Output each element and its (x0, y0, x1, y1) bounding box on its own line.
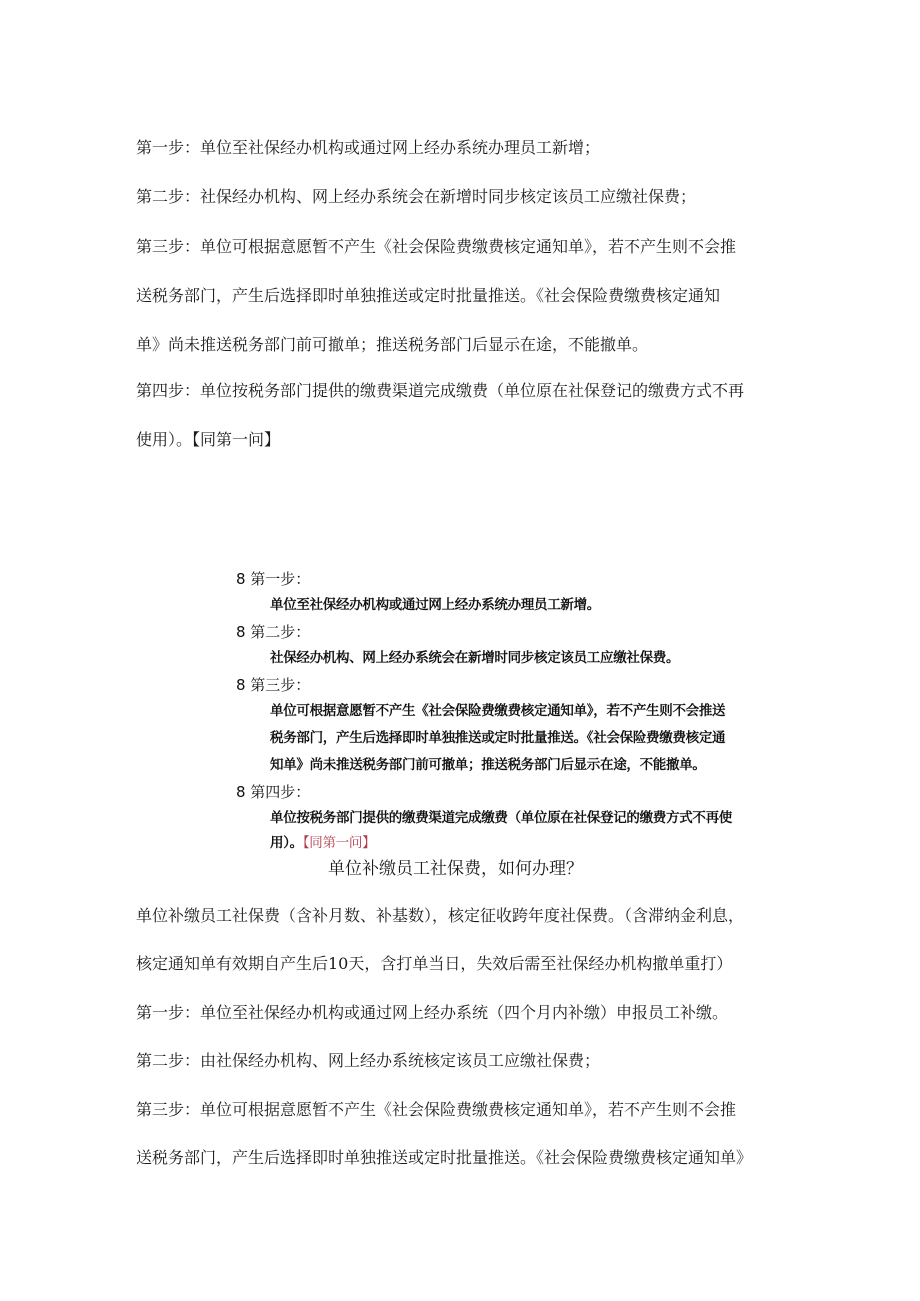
part2-line: 送税务部门，产生后选择即时单独推送或定时批量推送。《社会保险费缴费核定通知单》 (136, 1148, 753, 1167)
same-as-first-tag: 【同第一问】 (302, 835, 376, 851)
step-text: 税务部门，产生后选择即时单独推送或定时批量推送。《社会保险费缴费核定通 (270, 730, 726, 746)
step-text-last (270, 832, 796, 854)
part1-line: 第一步：单位至社保经办机构或通过网上经办系统办理员工新增； (136, 138, 601, 157)
part1-line: 第三步：单位可根据意愿暂不产生《社会保险费缴费核定通知单》，若不产生则不会推 (136, 237, 737, 256)
step-heading: 8 第四步： (236, 783, 311, 801)
question-title: 单位补缴员工社保费，如何办理？ (328, 859, 583, 879)
step-heading: 8 第二步： (236, 623, 311, 641)
step-heading: 8 第一步： (236, 570, 311, 588)
step-heading: 8 第三步： (236, 676, 311, 694)
part2-line: 第二步：由社保经办机构、网上经办系统核定该员工应缴社保费； (136, 1051, 601, 1070)
part2-line: 第三步：单位可根据意愿暂不产生《社会保险费缴费核定通知单》，若不产生则不会推 (136, 1100, 737, 1119)
part2-line: 单位补缴员工社保费（含补月数、补基数），核定征收跨年度社保费。（含滞纳金利息， (136, 906, 745, 925)
step-text: 单位可根据意愿暂不产生《社会保险费缴费核定通知单》，若不产生则不会推送 (270, 703, 726, 719)
step-text: 单位至社保经办机构或通过网上经办系统办理员工新增。 (270, 597, 600, 613)
steps-diagram (236, 566, 796, 854)
step-text-tail: 用）。 (270, 835, 303, 851)
part1-line: 第四步：单位按税务部门提供的缴费渠道完成缴费（单位原在社保登记的缴费方式不再 (136, 381, 745, 400)
part1-line: 送税务部门，产生后选择即时单独推送或定时批量推送。《社会保险费缴费核定通知 (136, 286, 721, 305)
step-text: 知单》尚未推送税务部门前可撤单；推送税务部门后显示在途，不能撤单。 (270, 757, 706, 773)
part2-line: 第一步：单位至社保经办机构或通过网上经办系统（四个月内补缴）申报员工补缴。 (136, 1003, 729, 1022)
part1-line: 第二步：社保经办机构、网上经办系统会在新增时同步核定该员工应缴社保费； (136, 187, 697, 206)
part2-line: 核定通知单有效期自产生后10天，含打单当日，失效后需至社保经办机构撤单重打） (136, 954, 733, 973)
part1-line: 单》尚未推送税务部门前可撤单；推送税务部门后显示在途，不能撤单。 (136, 335, 649, 354)
part1-line: 使用）。【同第一问】 (136, 430, 281, 449)
step-text: 社保经办机构、网上经办系统会在新增时同步核定该员工应缴社保费。 (270, 650, 680, 666)
step-text: 单位按税务部门提供的缴费渠道完成缴费（单位原在社保登记的缴费方式不再使 (270, 810, 732, 826)
